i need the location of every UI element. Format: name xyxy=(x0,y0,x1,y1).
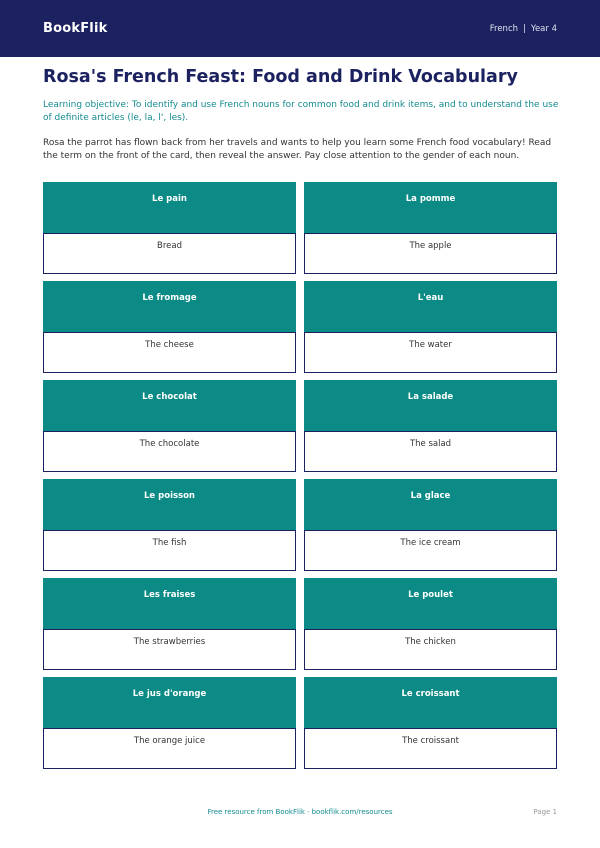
learning-objective: Learning objective: To identify and use French nouns for common food and drink items, and to understand the use of definite articles (le, la, l', les). xyxy=(43,100,559,123)
flashcard-front[interactable]: La salade xyxy=(304,380,557,431)
page-title: Rosa's French Feast: Food and Drink Vocabulary xyxy=(43,67,518,87)
page-header xyxy=(0,0,600,57)
breadcrumb-year[interactable]: Year 4 xyxy=(530,23,557,34)
page-footer xyxy=(0,808,600,820)
flashcard-back: The orange juice xyxy=(43,728,296,769)
flashcard-front[interactable]: La glace xyxy=(304,479,557,530)
flashcard[interactable] xyxy=(43,479,296,571)
flashcard-back: The strawberries xyxy=(43,629,296,670)
flashcard-back: The croissant xyxy=(304,728,557,769)
flashcard[interactable] xyxy=(43,281,296,373)
flashcard-back: The chocolate xyxy=(43,431,296,472)
flashcard[interactable] xyxy=(304,281,557,373)
flashcard[interactable] xyxy=(304,479,557,571)
flashcard[interactable] xyxy=(304,578,557,670)
flashcard-front[interactable]: Le poulet xyxy=(304,578,557,629)
breadcrumb xyxy=(490,24,557,34)
flashcard-grid xyxy=(43,182,557,769)
flashcard-front[interactable]: Le pain xyxy=(43,182,296,233)
flashcard-front[interactable]: La pomme xyxy=(304,182,557,233)
flashcard-front[interactable]: Le fromage xyxy=(43,281,296,332)
flashcard[interactable] xyxy=(304,677,557,769)
flashcard-front[interactable]: Le croissant xyxy=(304,677,557,728)
flashcard[interactable] xyxy=(43,677,296,769)
flashcard[interactable] xyxy=(304,380,557,472)
flashcard-back: The apple xyxy=(304,233,557,274)
breadcrumb-separator: | xyxy=(523,23,526,34)
flashcard-back: The salad xyxy=(304,431,557,472)
flashcard-front[interactable]: Le chocolat xyxy=(43,380,296,431)
flashcard-back: The water xyxy=(304,332,557,373)
flashcard-front[interactable]: Les fraises xyxy=(43,578,296,629)
intro-text: Rosa the parrot has flown back from her travels and wants to help you learn some French food vocabulary! Read the term on the front of the card, then reveal the answer. Pay close attention to the gender of each noun. xyxy=(43,138,552,161)
flashcard-front[interactable]: Le jus d'orange xyxy=(43,677,296,728)
flashcard[interactable] xyxy=(43,578,296,670)
flashcard-back: The cheese xyxy=(43,332,296,373)
flashcard-front[interactable]: Le poisson xyxy=(43,479,296,530)
flashcard-back: The chicken xyxy=(304,629,557,670)
page-number: Page 1 xyxy=(533,808,557,816)
flashcard-back: The fish xyxy=(43,530,296,571)
brand-logo-text[interactable]: BookFlik xyxy=(43,21,108,36)
footer-credit-link[interactable]: Free resource from BookFlik · bookflik.com/resources xyxy=(207,808,393,816)
flashcard-back: The ice cream xyxy=(304,530,557,571)
flashcard-back: Bread xyxy=(43,233,296,274)
flashcard[interactable] xyxy=(43,380,296,472)
flashcard[interactable] xyxy=(304,182,557,274)
breadcrumb-subject[interactable]: French xyxy=(489,23,519,34)
flashcard-front[interactable]: L'eau xyxy=(304,281,557,332)
flashcard[interactable] xyxy=(43,182,296,274)
